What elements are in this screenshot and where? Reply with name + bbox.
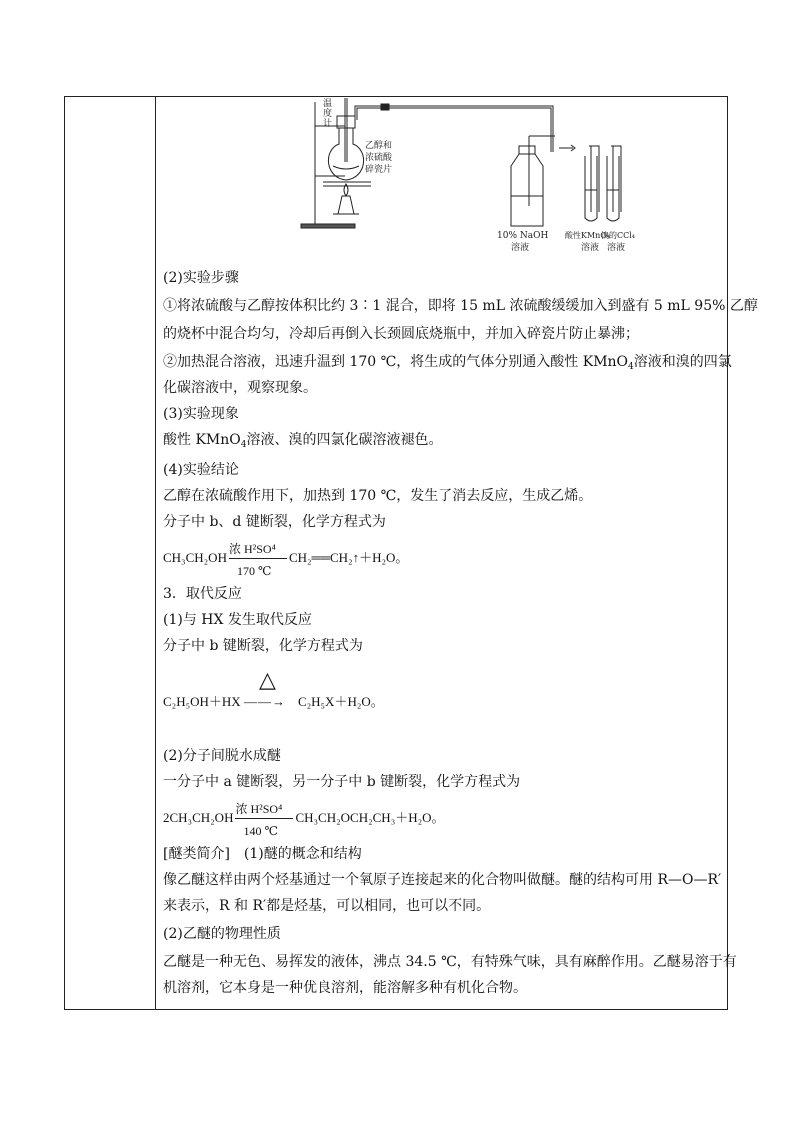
ether-intro-heading: [醚类简介] (1)醚的概念和结构	[163, 846, 362, 862]
label-kmno4-2: 溶液	[581, 243, 600, 253]
label-ccl4-1: 溴的CCl₄	[601, 231, 636, 240]
apparatus-diagram	[293, 96, 636, 258]
phenomena-heading: (3)实验现象	[163, 406, 239, 422]
ether-heading: (2)分子间脱水成醚	[163, 748, 281, 764]
substitution-hx-heading: (1)与 HX 发生取代反应	[163, 612, 312, 628]
conclusion-heading: (4)实验结论	[163, 462, 239, 478]
ether-property-heading: (2)乙醚的物理性质	[163, 926, 281, 942]
steps-heading: (2)实验步骤	[163, 270, 239, 286]
equation-ether: 2CH₃CH₂OH 浓 H²SO⁴ 140 ℃ CH₃CH₂OCH₂CH₃＋H₂O。	[163, 802, 445, 839]
label-reagents-1: 乙醇和	[365, 141, 393, 151]
ether-intro-line1: 像乙醚这样由两个烃基通过一个氧原子连接起来的化合物叫做醚。醚的结构可用 R—O—R′	[163, 872, 722, 888]
label-thermometer-2: 度	[323, 109, 333, 119]
equation-elimination: CH₃CH₂OH 浓 H²SO⁴ 170 ℃ CH₂══CH₂↑＋H₂O。	[163, 542, 409, 579]
ether-property-line1: 乙醚是一种无色、易挥发的液体，沸点 34.5 ℃，有特殊气味，具有麻醉作用。乙醚易溶于有	[163, 954, 737, 970]
ether-desc: 一分子中 a 键断裂，另一分子中 b 键断裂，化学方程式为	[163, 774, 521, 790]
step1-line2: 的烧杯中混合均匀，冷却后再倒入长颈圆底烧瓶中，并加入碎瓷片防止暴沸；	[163, 326, 639, 342]
content-cell	[163, 96, 758, 1010]
step1-line1: ①将浓硫酸与乙醇按体积比约 3∶1 混合，即将 15 mL 浓硫酸缓缓加入到盛有 5 mL 95% 乙醇	[163, 298, 758, 314]
label-kmno4-1: 酸性KMnO₄	[565, 231, 611, 240]
label-reagents-3: 碎瓷片	[365, 165, 393, 175]
label-naoh-2: 溶液	[511, 243, 530, 253]
substitution-hx-desc: 分子中 b 键断裂，化学方程式为	[163, 638, 363, 654]
ether-property-line2: 机溶剂，它本身是一种优良溶剂，能溶解多种有机化合物。	[163, 980, 527, 996]
label-naoh-1: 10% NaOH	[497, 231, 549, 241]
equation-substitution: △ C₂H₅OH＋HX ——→ C₂H₅X＋H₂O。	[163, 667, 384, 709]
label-thermometer-1: 温	[323, 99, 333, 109]
step2-line2: 化碳溶液中，观察现象。	[163, 380, 317, 396]
phenomena-text: 酸性 KMnO$_4$溶液、溴的四氯化碳溶液褪色。	[163, 432, 443, 450]
label-ccl4-2: 溶液	[607, 243, 626, 253]
label-reagents-2: 浓硫酸	[365, 153, 393, 163]
substitution-heading: 3．取代反应	[163, 586, 242, 602]
ether-intro-line2: 来表示，R 和 R′都是烃基，可以相同，也可以不同。	[163, 898, 491, 914]
label-thermometer-3: 计	[323, 119, 333, 129]
conclusion-line1: 乙醇在浓硫酸作用下，加热到 170 ℃，发生了消去反应，生成乙烯。	[163, 488, 593, 504]
conclusion-line2: 分子中 b、d 键断裂，化学方程式为	[163, 514, 386, 530]
column-divider	[155, 96, 156, 1010]
step2-line1: ②加热混合溶液，迅速升温到 170 ℃，将生成的气体分别通入酸性 KMnO$_4$溶液和溴的四氯	[163, 354, 732, 372]
